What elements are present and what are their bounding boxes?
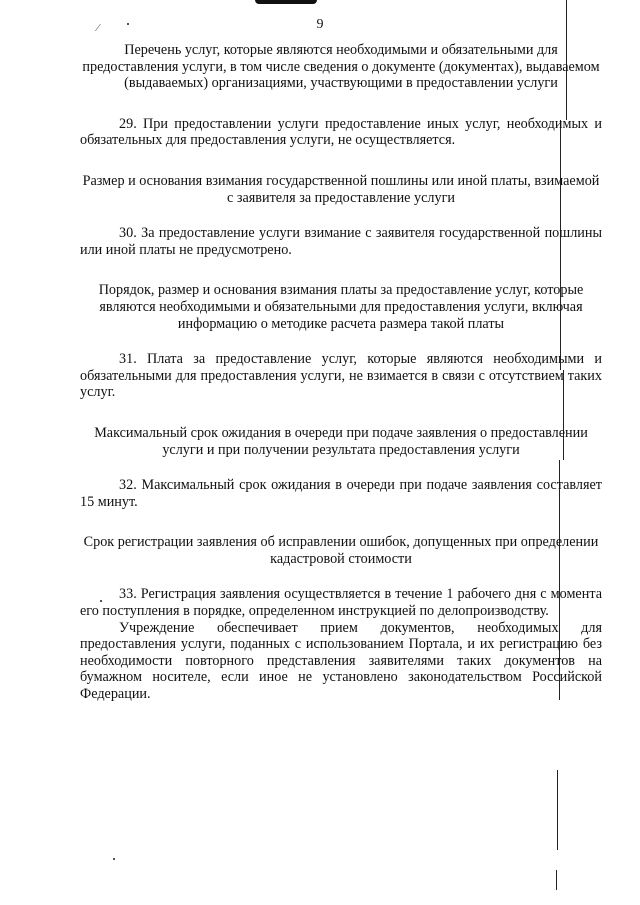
scan-tick-mark: ⁄ bbox=[97, 22, 99, 34]
document-body bbox=[80, 42, 602, 703]
paragraph: 30. За предоставление услуги взимание с заявителя государственной пошлины или иной платы не предусмотрено. bbox=[80, 225, 602, 258]
scan-vertical-line bbox=[556, 870, 557, 890]
section-heading: Порядок, размер и основания взимания платы за предоставление услуг, которые являются необходимыми и обязательными для предоставления услуги, включая информацию о методике расчета размера такой платы bbox=[98, 282, 584, 332]
paragraph: 32. Максимальный срок ожидания в очереди при подаче заявления составляет 15 минут. bbox=[80, 477, 602, 510]
section-heading: Срок регистрации заявления об исправлении ошибок, допущенных при определении кадастровой стоимости bbox=[83, 534, 599, 567]
paragraph: Учреждение обеспечивает прием документов, необходимых для предоставления услуги, поданных с использованием Портала, и их регистрацию без необходимости повторного представления заявителями таких документов на бумажном носителе, если иное не установлено законодательством Российской Федерации. bbox=[80, 619, 602, 703]
scan-edge-mark bbox=[255, 0, 317, 4]
paragraph: 33. Регистрация заявления осуществляется в течение 1 рабочего дня с момента его поступления в порядке, определенном инструкцией по делопроизводству. bbox=[80, 586, 602, 620]
paragraph: 31. Плата за предоставление услуг, которые являются необходимыми и обязательными для предоставления услуги, не взимается в связи с отсутствием таких услуг. bbox=[80, 351, 602, 401]
paragraph: 29. При предоставлении услуги предоставление иных услуг, необходимых и обязательных для предоставления услуги, не осуществляется. bbox=[80, 115, 602, 149]
section-heading: Размер и основания взимания государственной пошлины или иной платы, взимаемой с заявителя за предоставление услуги bbox=[82, 172, 600, 206]
page-number: 9 bbox=[316, 17, 324, 32]
section-heading: Максимальный срок ожидания в очереди при подаче заявления о предоставлении услуги и при получении результата предоставления услуги bbox=[94, 424, 588, 458]
section-heading: Перечень услуг, которые являются необходимыми и обязательными для предоставления услуги, в том числе сведения о документе (документах), выдаваемом (выдаваемых) организациями, участвующими в предоставлении услуги bbox=[82, 42, 600, 92]
scan-vertical-line bbox=[557, 770, 558, 850]
scan-dot bbox=[113, 858, 115, 860]
